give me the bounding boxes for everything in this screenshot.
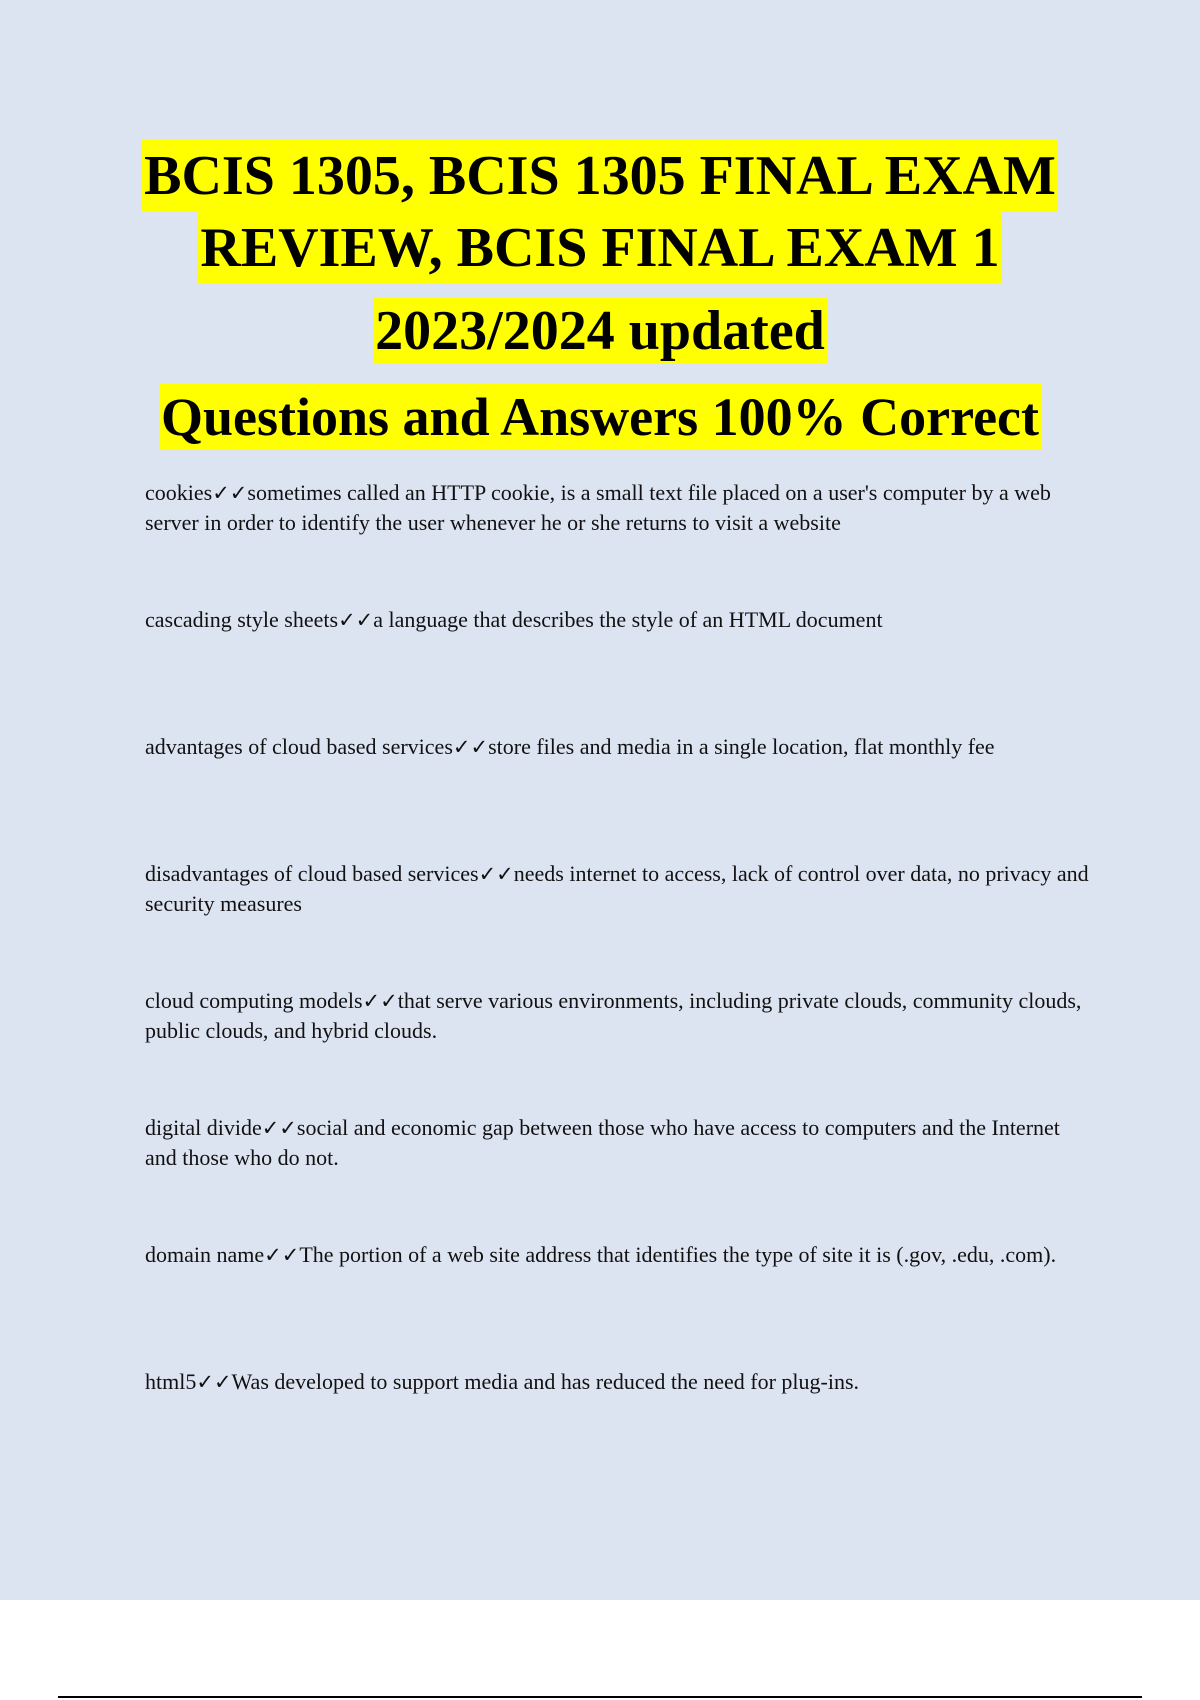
qa-term: advantages of cloud based services [145,734,453,759]
double-check-icon: ✓✓ [338,608,374,632]
double-check-icon: ✓✓ [264,1243,300,1267]
qa-definition: social and economic gap between those who have access to computers and the Internet and those who do not. [145,1115,1060,1170]
double-check-icon: ✓✓ [478,862,514,886]
qa-term: cloud computing models [145,988,363,1013]
qa-definition: Was developed to support media and has reduced the need for plug-ins. [231,1369,860,1394]
title-line-2: REVIEW, BCIS FINAL EXAM 1 [198,212,1001,284]
qa-definition: that serve various environments, including private clouds, community clouds, public clouds, and hybrid clouds. [145,988,1082,1043]
document-title [0,140,1200,450]
qa-definition: sometimes called an HTTP cookie, is a small text file placed on a user's computer by a web server in order to identify the user whenever he or she returns to visit a website [145,480,1051,535]
title-line-1: BCIS 1305, BCIS 1305 FINAL EXAM [142,140,1058,212]
qa-term: digital divide [145,1115,262,1140]
qa-term: cascading style sheets [145,607,339,632]
qa-entry [145,478,1090,538]
qa-entry [145,1367,1090,1427]
double-check-icon: ✓✓ [362,989,398,1013]
footer-divider [58,1696,1142,1698]
qa-definition: needs internet to access, lack of control over data, no privacy and security measures [145,861,1089,916]
qa-entry [145,605,1090,665]
qa-term: cookies [145,480,213,505]
double-check-icon: ✓✓ [261,1116,297,1140]
title-line-4: Questions and Answers 100% Correct [159,384,1041,450]
qa-entry [145,1113,1090,1173]
double-check-icon: ✓✓ [452,735,489,759]
qa-definition: The portion of a web site address that identifies the type of site it is (.gov, .edu, .com). [299,1242,1057,1267]
qa-definition: a language that describes the style of an HTML document [373,607,883,632]
qa-term: domain name [145,1242,265,1267]
double-check-icon: ✓✓ [196,1370,232,1394]
qa-definition: store files and media in a single location, flat monthly fee [488,734,995,759]
double-check-icon: ✓✓ [212,481,248,505]
qa-list [145,478,1090,1494]
qa-entry [145,986,1090,1046]
qa-term: disadvantages of cloud based services [145,861,479,886]
qa-entry [145,859,1090,919]
qa-term: html5 [145,1369,197,1394]
qa-entry [145,1240,1090,1300]
qa-entry [145,732,1090,792]
title-line-3: 2023/2024 updated [375,300,825,362]
